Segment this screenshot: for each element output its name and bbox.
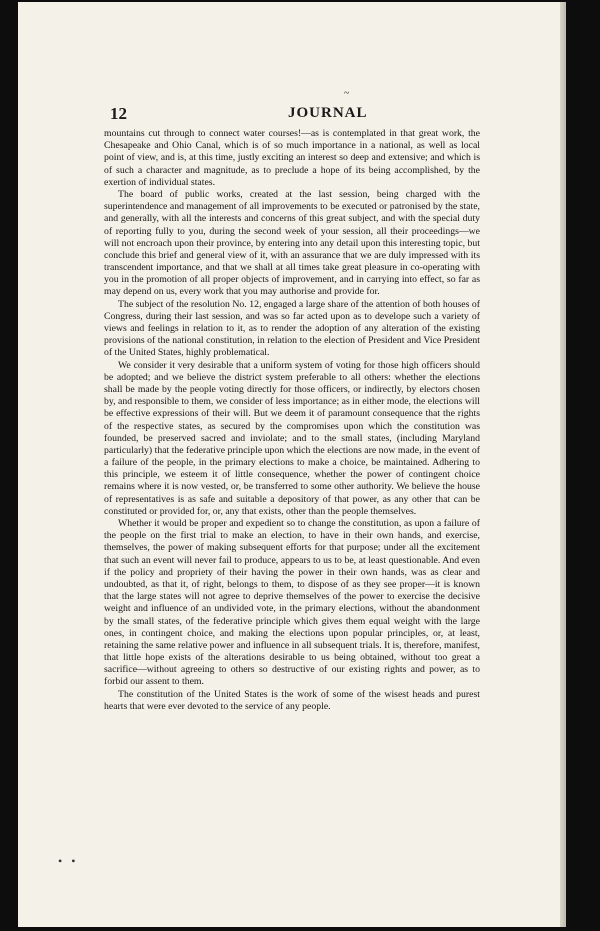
page-number: 12	[110, 104, 127, 123]
paragraph: The constitution of the United States is the work of some of the wisest heads and purest hearts that were ever devoted to the service of any people.	[104, 688, 480, 712]
paragraph: We consider it very desirable that a uniform system of voting for those high officers should be adopted; and we believe the district system preferable to all others: whether the elections shall be made by the people voting directly for those officers, or indirectly, by electors chosen by, and responsible to them, we consider of less importance; as in either mode, the elections will be effective expressions of their will. But we deem it of paramount consequence that the rights of the respective states, as secured by the compromises upon which the constitution was founded, be preserved sacred and inviolate; and to the small states, (including Maryland particularly) that the federative principle upon which the elections are now made, in the event of a failure of the people, in the primary elections to make a choice, be maintained. Adhering to this principle, we esteem it of little consequence, whether the power of contingent choice remains where it is now vested, or, be transferred to some other authority. We believe the house of representatives is as safe and suitable a depository of that power, as any other that can be constituted or provided for, or, any that exists, other than the people themselves.	[104, 359, 480, 517]
margin-mark: • •	[58, 854, 79, 868]
body-text	[104, 128, 480, 713]
paragraph: Whether it would be proper and expedient so to change the constitution, as upon a failure of the people on the first trial to make an election, to have in their own hands, and exercise, themselves, the power of making subsequent efforts for that purpose; under all the excitement that such an event will never fail to produce, appears to us to be, at least questionable. And even if the policy and propriety of their having the power in their own hands, was as clear and undoubted, as that it, of right, belongs to them, to dispose of as they see proper—it is known that the large states will not agree to deprive themselves of the power to exercise the decisive weight and influence of an undivided vote, in the primary elections, without the abandonment by the small states, of the federative principle which gives them equal weight with the large ones, in contingent choice, and making the elections upon popular principles, or, at least, retaining the same relative power and influence in all subsequent trials. It is, therefore, manifest, that little hope exists of the alterations desirable to us being obtained, without too great a sacrifice—without agreeing to others so destructive of our existing rights and power, as to forbid our assent to them.	[104, 518, 480, 688]
paragraph: mountains cut through to connect water courses!—as is contemplated in that great work, the Chesapeake and Ohio Canal, which is of so much importance in a national, as well as local point of view, and is, at this time, justly exciting an interest so deep and extensive; and which is of such a character and magnitude, as to preclude a hope of its being accomplished, by the exertion of individual states.	[104, 128, 480, 188]
journal-page	[18, 2, 566, 927]
running-head: JOURNAL	[288, 105, 368, 121]
paragraph: The subject of the resolution No. 12, engaged a large share of the attention of both houses of Congress, during their last session, and was so far acted upon as to develope such a variety of views and feelings in relation to it, as to render the adoption of any alteration of the existing provisions of the national constitution, in relation to the election of President and Vice President of the United States, highly problematical.	[104, 298, 480, 359]
top-mark: ~	[344, 88, 350, 99]
page-edge	[560, 2, 566, 927]
paragraph: The board of public works, created at the last session, being charged with the superintendence and management of all improvements to be executed or patronised by the state, and generally, with all the interests and concerns of this great subject, and with the special duty of reporting fully to you, during the second week of your session, all their proceedings—we will not encroach upon their province, by entering into any detail upon this interesting topic, but conclude this brief and general view of it, with an assurance that we are duly impressed with its transcendent importance, and that we shall at all times take great pleasure in co-operating with you in the promotion of all proper objects of improvement, and in carrying into effect, so far as may depend on us, every work that you may authorise and provide for.	[104, 188, 480, 298]
page-header	[110, 104, 380, 124]
